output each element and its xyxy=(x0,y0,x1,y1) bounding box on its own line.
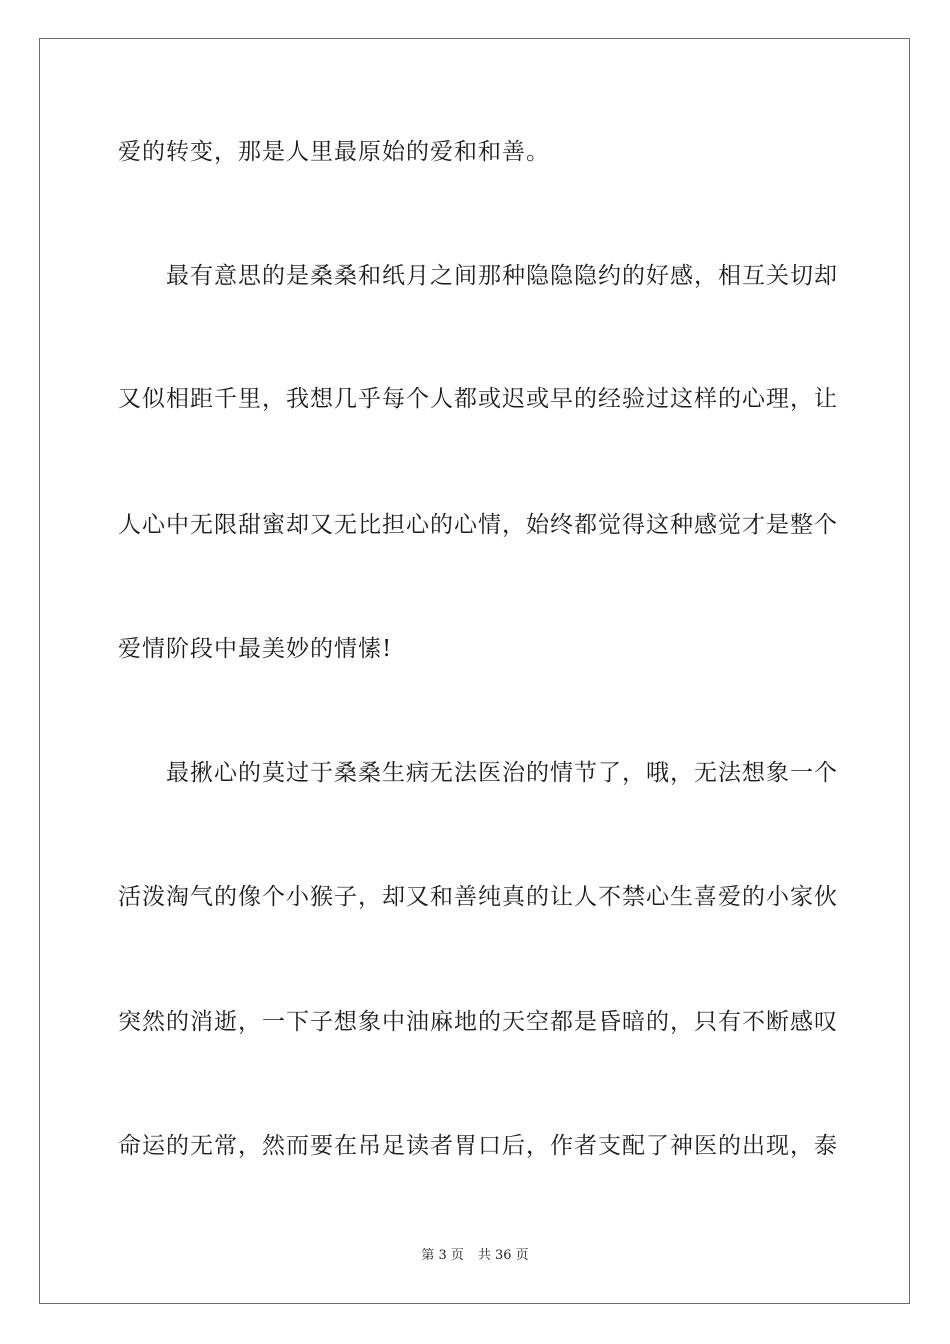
text-line-6: 最揪心的莫过于桑桑生病无法医治的情节了，哦，无法想象一个 xyxy=(166,760,838,786)
page-number: 第 3 页 xyxy=(421,1248,464,1263)
text-line-9: 命运的无常，然而要在吊足读者胃口后，作者支配了神医的出现，泰 xyxy=(118,1133,838,1159)
text-line-1: 爱的转变，那是人里最原始的爱和和善。 xyxy=(118,139,550,165)
text-line-4: 人心中无限甜蜜却又无比担心的心情，始终都觉得这种感觉才是整个 xyxy=(118,512,838,538)
text-line-8: 突然的消逝，一下子想象中油麻地的天空都是昏暗的，只有不断感叹 xyxy=(118,1009,838,1035)
page-border xyxy=(39,38,910,1304)
page-footer xyxy=(0,1247,950,1265)
text-line-7: 活泼淘气的像个小猴子，却又和善纯真的让人不禁心生喜爱的小家伙 xyxy=(118,884,838,910)
total-pages: 共 36 页 xyxy=(477,1248,529,1263)
text-line-3: 又似相距千里，我想几乎每个人都或迟或早的经验过这样的心理，让 xyxy=(118,386,838,412)
text-line-2: 最有意思的是桑桑和纸月之间那种隐隐隐约的好感，相互关切却 xyxy=(166,263,838,289)
text-line-5: 爱情阶段中最美妙的情愫! xyxy=(118,636,393,662)
